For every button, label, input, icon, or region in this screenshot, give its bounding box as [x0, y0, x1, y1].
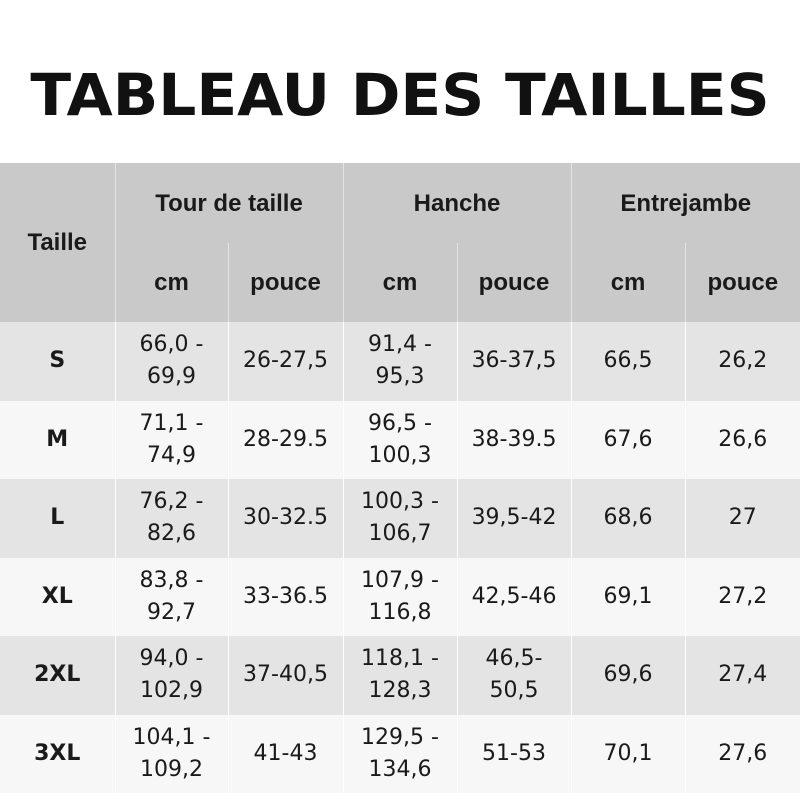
cell-waist-cm-line: 109,2 — [140, 756, 203, 782]
cell-hip-inch: 36-37,5 — [457, 322, 571, 401]
cell-hip-cm-line: 100,3 — [368, 442, 432, 468]
cell-waist-cm-line: 104,1 - — [132, 724, 211, 750]
header-waist-cm: cm — [115, 243, 228, 322]
cell-inseam-inch: 27,4 — [685, 636, 800, 715]
cell-waist-cm-line: 74,9 — [147, 442, 196, 468]
cell-inseam-cm: 70,1 — [571, 715, 685, 794]
cell-hip-inch-line: 50,5 — [489, 678, 539, 704]
table-header — [0, 163, 800, 322]
header-size: Taille — [0, 163, 115, 322]
cell-waist-inch: 28-29.5 — [228, 401, 343, 480]
cell-waist-cm-line: 102,9 — [140, 678, 203, 704]
cell-inseam-inch: 26,2 — [685, 322, 800, 401]
cell-size: L — [0, 479, 115, 558]
cell-waist-cm-line: 82,6 — [147, 521, 196, 547]
cell-waist-cm-line: 69,9 — [147, 364, 196, 390]
table-row — [0, 715, 800, 794]
page-title: TABLEAU DES TAILLES — [30, 61, 770, 129]
cell-hip-cm — [343, 401, 457, 480]
cell-inseam-inch: 26,6 — [685, 401, 800, 480]
cell-size: S — [0, 322, 115, 401]
size-chart-table — [0, 163, 800, 793]
cell-waist-cm-line: 92,7 — [147, 599, 196, 625]
cell-waist-cm-line: 66,0 - — [139, 332, 204, 358]
cell-hip-cm — [343, 479, 457, 558]
cell-hip-cm — [343, 636, 457, 715]
header-inseam-cm: cm — [571, 243, 685, 322]
cell-inseam-cm: 66,5 — [571, 322, 685, 401]
cell-waist-cm — [115, 636, 228, 715]
cell-waist-inch: 37-40,5 — [228, 636, 343, 715]
cell-inseam-inch: 27,2 — [685, 558, 800, 637]
cell-hip-cm-line: 106,7 — [368, 521, 432, 547]
cell-hip-cm-line: 96,5 - — [368, 410, 432, 436]
cell-hip-inch: 38-39.5 — [457, 401, 571, 480]
cell-waist-cm — [115, 479, 228, 558]
cell-hip-inch: 51-53 — [457, 715, 571, 794]
header-waist: Tour de taille — [115, 163, 343, 243]
cell-inseam-cm: 68,6 — [571, 479, 685, 558]
cell-hip-cm-line: 116,8 — [368, 599, 432, 625]
cell-inseam-cm: 69,6 — [571, 636, 685, 715]
cell-hip-cm-line: 128,3 — [368, 678, 432, 704]
cell-waist-cm-line: 71,1 - — [139, 410, 204, 436]
cell-hip-inch: 39,5-42 — [457, 479, 571, 558]
cell-hip-cm-line: 118,1 - — [361, 646, 439, 672]
table-row — [0, 558, 800, 637]
header-inseam: Entrejambe — [571, 163, 800, 243]
header-hip-inch: pouce — [457, 243, 571, 322]
cell-hip-inch — [457, 636, 571, 715]
header-hip: Hanche — [343, 163, 571, 243]
table-row — [0, 322, 800, 401]
header-hip-cm: cm — [343, 243, 457, 322]
cell-waist-cm-line: 94,0 - — [139, 646, 204, 672]
cell-waist-cm-line: 83,8 - — [139, 567, 204, 593]
cell-hip-cm — [343, 322, 457, 401]
cell-hip-cm — [343, 715, 457, 794]
table-body — [0, 322, 800, 793]
table-row — [0, 636, 800, 715]
cell-size: 3XL — [0, 715, 115, 794]
table-row — [0, 401, 800, 480]
cell-size: XL — [0, 558, 115, 637]
cell-waist-inch: 33-36.5 — [228, 558, 343, 637]
cell-hip-inch-line: 46,5- — [485, 646, 543, 672]
cell-hip-cm-line: 107,9 - — [361, 567, 439, 593]
cell-waist-cm — [115, 715, 228, 794]
cell-hip-inch: 42,5-46 — [457, 558, 571, 637]
cell-waist-cm — [115, 401, 228, 480]
cell-size: M — [0, 401, 115, 480]
cell-hip-cm-line: 100,3 - — [361, 489, 439, 515]
cell-waist-cm — [115, 322, 228, 401]
cell-waist-cm-line: 76,2 - — [139, 489, 204, 515]
cell-inseam-cm: 69,1 — [571, 558, 685, 637]
cell-waist-inch: 30-32.5 — [228, 479, 343, 558]
cell-inseam-cm: 67,6 — [571, 401, 685, 480]
cell-inseam-inch: 27,6 — [685, 715, 800, 794]
header-inseam-inch: pouce — [685, 243, 800, 322]
cell-hip-cm-line: 134,6 — [368, 756, 432, 782]
cell-hip-cm-line: 91,4 - — [368, 332, 432, 358]
header-waist-inch: pouce — [228, 243, 343, 322]
cell-inseam-inch: 27 — [685, 479, 800, 558]
table-row — [0, 479, 800, 558]
cell-waist-cm — [115, 558, 228, 637]
cell-waist-inch: 41-43 — [228, 715, 343, 794]
cell-size: 2XL — [0, 636, 115, 715]
cell-hip-cm — [343, 558, 457, 637]
cell-hip-cm-line: 95,3 — [375, 364, 425, 390]
cell-waist-inch: 26-27,5 — [228, 322, 343, 401]
cell-hip-cm-line: 129,5 - — [361, 724, 439, 750]
